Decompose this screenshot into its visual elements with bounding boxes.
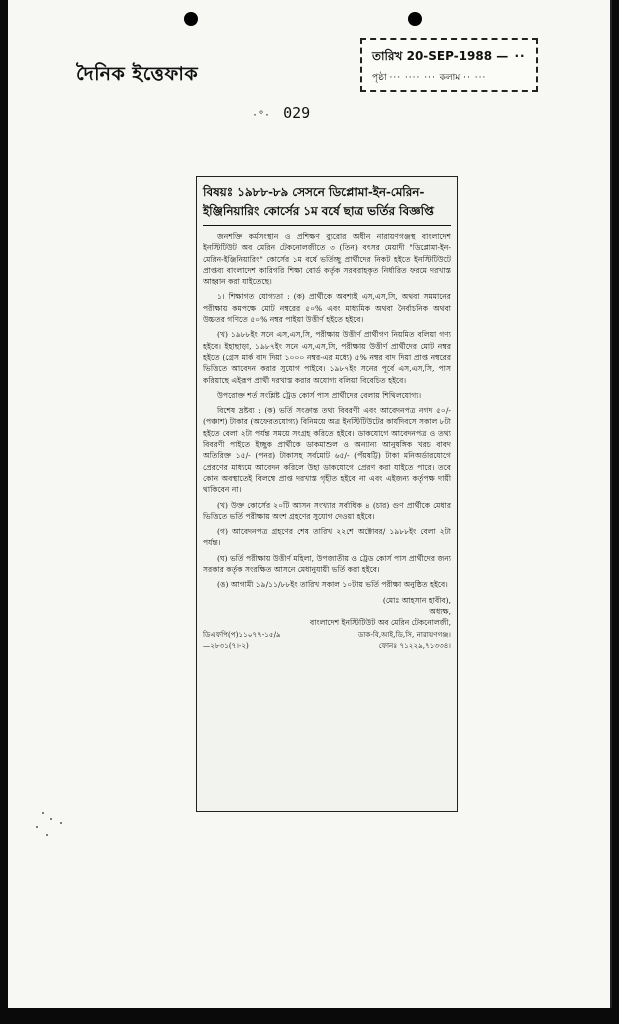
file-number <box>252 104 310 122</box>
paper-speck <box>36 826 38 828</box>
paper-speck <box>50 818 52 820</box>
punch-hole-left <box>184 12 198 26</box>
notice-paragraph: (খ) ১৯৮৮ইং সনে এস,এস,সি, পরীক্ষায় উত্তীর্ণ প্রার্থীগণ নিয়মিত বলিয়া গণ্য হইবে। ইহাছাড়া, ১৯৮৭ইং সনে এস,এস,সি, পরীক্ষায় উত্তীর্ণ প্রার্থীদের মোট নম্বর হইতে (গ্রেস মার্ক বাদ দিয়া ১০০০ নম্বর-এর মধ্যে) ৫% নম্বর বাদ দিয়া প্রাপ্ত নম্বরের ভিত্তিতে আবেদন করার সুযোগ পাইবে। ১৯৮৭ইং সনের পূর্বে এস,এস,সি, পাস করিয়াছে এইরূপ প্রার্থী দরখাস্ত করার অযোগ্য বলিয়া বিবেচিত হইবে। <box>203 330 451 385</box>
stamp-column-label: কলাম <box>439 73 461 83</box>
newspaper-name: দৈনিক ইত্তেফাক <box>76 63 199 85</box>
paper-speck <box>42 812 44 814</box>
notice-paragraph: (ঙ) আগামী ১৯/১১/৮৮ইং তারিখ সকাল ১০টায় ভর্তি পরীক্ষা অনুষ্ঠিত হইবে। <box>217 580 448 590</box>
archive-sheet <box>8 0 612 1008</box>
stamp-date-value: 20-SEP-1988 <box>406 49 493 63</box>
signature-title: অধ্যক্ষ, <box>429 606 451 616</box>
stamp-date-row <box>372 48 526 68</box>
footer-address: ডাক-বি,আই,ডি,সি, নারায়ণগঞ্জ। <box>358 629 451 639</box>
signature-name: (মোঃ আহসান হাবীব), <box>382 595 451 605</box>
footer-phone: ফোনঃ ৭১২২৯,৭১৩৩৪। <box>378 640 451 650</box>
paper-speck <box>60 822 62 824</box>
signature-block <box>203 595 451 629</box>
file-number-value: 029 <box>283 104 311 122</box>
notice-paragraph: (গ) আবেদনপত্র গ্রহণের শেষ তারিখ ২২শে অক্টোবর/ ১৯৮৮ইং বেলা ২টা পর্যন্ত। <box>203 527 451 548</box>
notice-body <box>203 231 451 591</box>
notice-paragraph: বিশেষ দ্রষ্টব্য : (ক) ভর্তি সংক্রান্ত তথ্য বিবরণী এবং আবেদনপত্র নগদ ৫০/-(পঞ্চাশ) টাকার (অফেরতযোগ্য) বিনিময়ে অত্র ইনস্টিটিউটের কার্যদিবসে সকাল ৮টা হইতে বেলা ২টা পর্যন্ত সময়ে সংগ্রহ করিতে হইবে। ডাকযোগে আবেদনপত্র ও তথ্য বিবরণী পাইতে ইচ্ছুক প্রার্থীকে ডাকমাশুল ও অন্যান্য আনুষঙ্গিক খরচ বাবদ অতিরিক্ত ১৫/- (পনর) টাকাসহ সর্বমোট ৬৫/- (পঁয়ষট্টি) টাকা মনিঅর্ডারযোগে প্রেরণের মাধ্যমে আবেদন করিলে উহা ডাকযোগে প্রেরণ করা যাইতে পারে। তবে কোন অবস্থাতেই বিলম্বে প্রাপ্ত দরখাস্ত গৃহীত হইবে না এবং এইজন্য কর্তৃপক্ষ দায়ী থাকিবেন না। <box>203 406 451 495</box>
notice-paragraph: জনশক্তি কর্মসংস্থান ও প্রশিক্ষণ ব্যুরোর অধীন নারায়ণগঞ্জস্থ বাংলাদেশ ইনস্টিটিউট অব মেরিন টেকনোলজীতে ৩ (তিন) বৎসর মেয়াদী "ডিপ্লোমা-ইন-মেরিন-ইঞ্জিনিয়ারিং" কোর্সের ১ম বর্ষে ভর্তিচ্ছু প্রার্থীদের নিকট হইতে ইনস্টিটিউটে প্রাপ্তব্য বাংলাদেশ কারিগরি শিক্ষা বোর্ড কর্তৃক সরবরাহকৃত নির্ধারিত ফরমে দরখাস্ত আহ্বান করা যাইতেছে। <box>203 232 451 287</box>
ink-smudge: ·°· <box>252 110 271 121</box>
footer-code: —২৮৩১(৭।-২) <box>203 640 249 650</box>
stamp-column-dots: ·· ··· <box>463 73 487 83</box>
notice-paragraph: উপরোক্ত শর্ত সংশ্লিষ্ট ট্রেড কোর্স পাস প্রার্থীদের বেলায় শিথিলযোগ্য। <box>217 390 422 400</box>
stamp-page-label: পৃষ্ঠা <box>372 73 387 83</box>
paper-speck <box>46 834 48 836</box>
footer-ref-number: ডিএফপি(প)১১০৭৭-১৫/৯ <box>203 629 281 639</box>
notice-paragraph: (খ) উক্ত কোর্সের ২০টি আসন সংখ্যার সর্বাধিক ৪ (চার) গুণ প্রার্থীকে মেধার ভিত্তিতে ভর্তি পরীক্ষায় অংশ গ্রহণের সুযোগ দেওয়া হইবে। <box>203 500 451 521</box>
signature-org: বাংলাদেশ ইনস্টিটিউট অব মেরিন টেকনোলজী, <box>310 618 451 628</box>
date-stamp <box>360 38 538 92</box>
notice-paragraph: ১। শিক্ষাগত যোগ্যতা : (ক) প্রার্থীকে অবশ্যই এস,এস,সি, অথবা সমমানের পরীক্ষায় কমপক্ষে মোট নম্বরের ৫০% এবং মাধ্যমিক অথবা নৈর্বাচনিক অথবা উচ্চতর গণিতে ৫০% নম্বর পাইয়া উত্তীর্ণ হইতে হইবে। <box>203 292 451 325</box>
newspaper-clipping <box>196 176 458 812</box>
footer-row-2 <box>203 640 451 651</box>
stamp-page-dots: ··· ···· ··· <box>389 73 440 83</box>
notice-paragraph: (ঘ) ভর্তি পরীক্ষায় উত্তীর্ণ মহিলা, উপজাতীয় ও ট্রেড কোর্স পাস প্রার্থীদের জন্য সরকার কর্তৃক সংরক্ষিত আসনে মেধানুযায়ী ভর্তি করা হইবে। <box>203 553 451 575</box>
footer-row-1 <box>203 629 451 640</box>
stamp-date-dots: — ·· <box>496 49 526 63</box>
punch-hole-right <box>408 12 422 26</box>
stamp-date-label: তারিখ <box>372 49 403 63</box>
stamp-page-row <box>372 70 486 85</box>
notice-headline: বিষয়ঃ ১৯৮৮-৮৯ সেসনে ডিপ্লোমা-ইন-মেরিন-ইঞ্জিনিয়ারিং কোর্সের ১ম বর্ষে ছাত্র ভর্তির বিজ্ঞপ্তি <box>203 183 451 226</box>
